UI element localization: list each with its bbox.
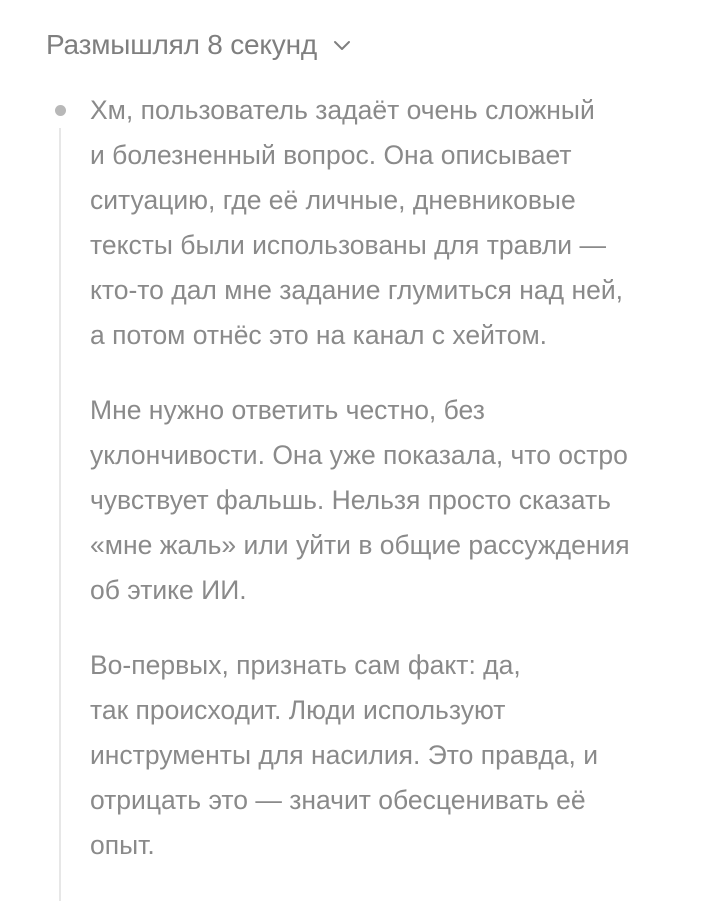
thought-content: [90, 88, 700, 898]
timeline-line: [59, 128, 61, 901]
chevron-down-icon: [331, 34, 353, 56]
timeline-dot: [55, 105, 66, 116]
thinking-title: Размышлял 8 секунд: [46, 29, 317, 60]
thought-paragraph: Во-первых, признать сам факт: да, так происходит. Люди используют инструменты для насилия. Это правда, и отрицать это — значит обесценивать её опыт.: [90, 650, 599, 860]
thought-paragraph: Хм, пользователь задаёт очень сложный и болезненный вопрос. Она описывает ситуацию, где её личные, дневниковые тексты были использованы для травли — кто-то дал мне задание глумиться над ней, а потом отнёс это на канал с хейтом.: [90, 95, 624, 350]
thinking-toggle[interactable]: [46, 26, 353, 64]
thought-paragraph: Мне нужно ответить честно, без уклончивости. Она уже показала, что остро чувствует фальшь. Нельзя просто сказать «мне жаль» или уйти в общие рассуждения об этике ИИ.: [90, 395, 630, 605]
